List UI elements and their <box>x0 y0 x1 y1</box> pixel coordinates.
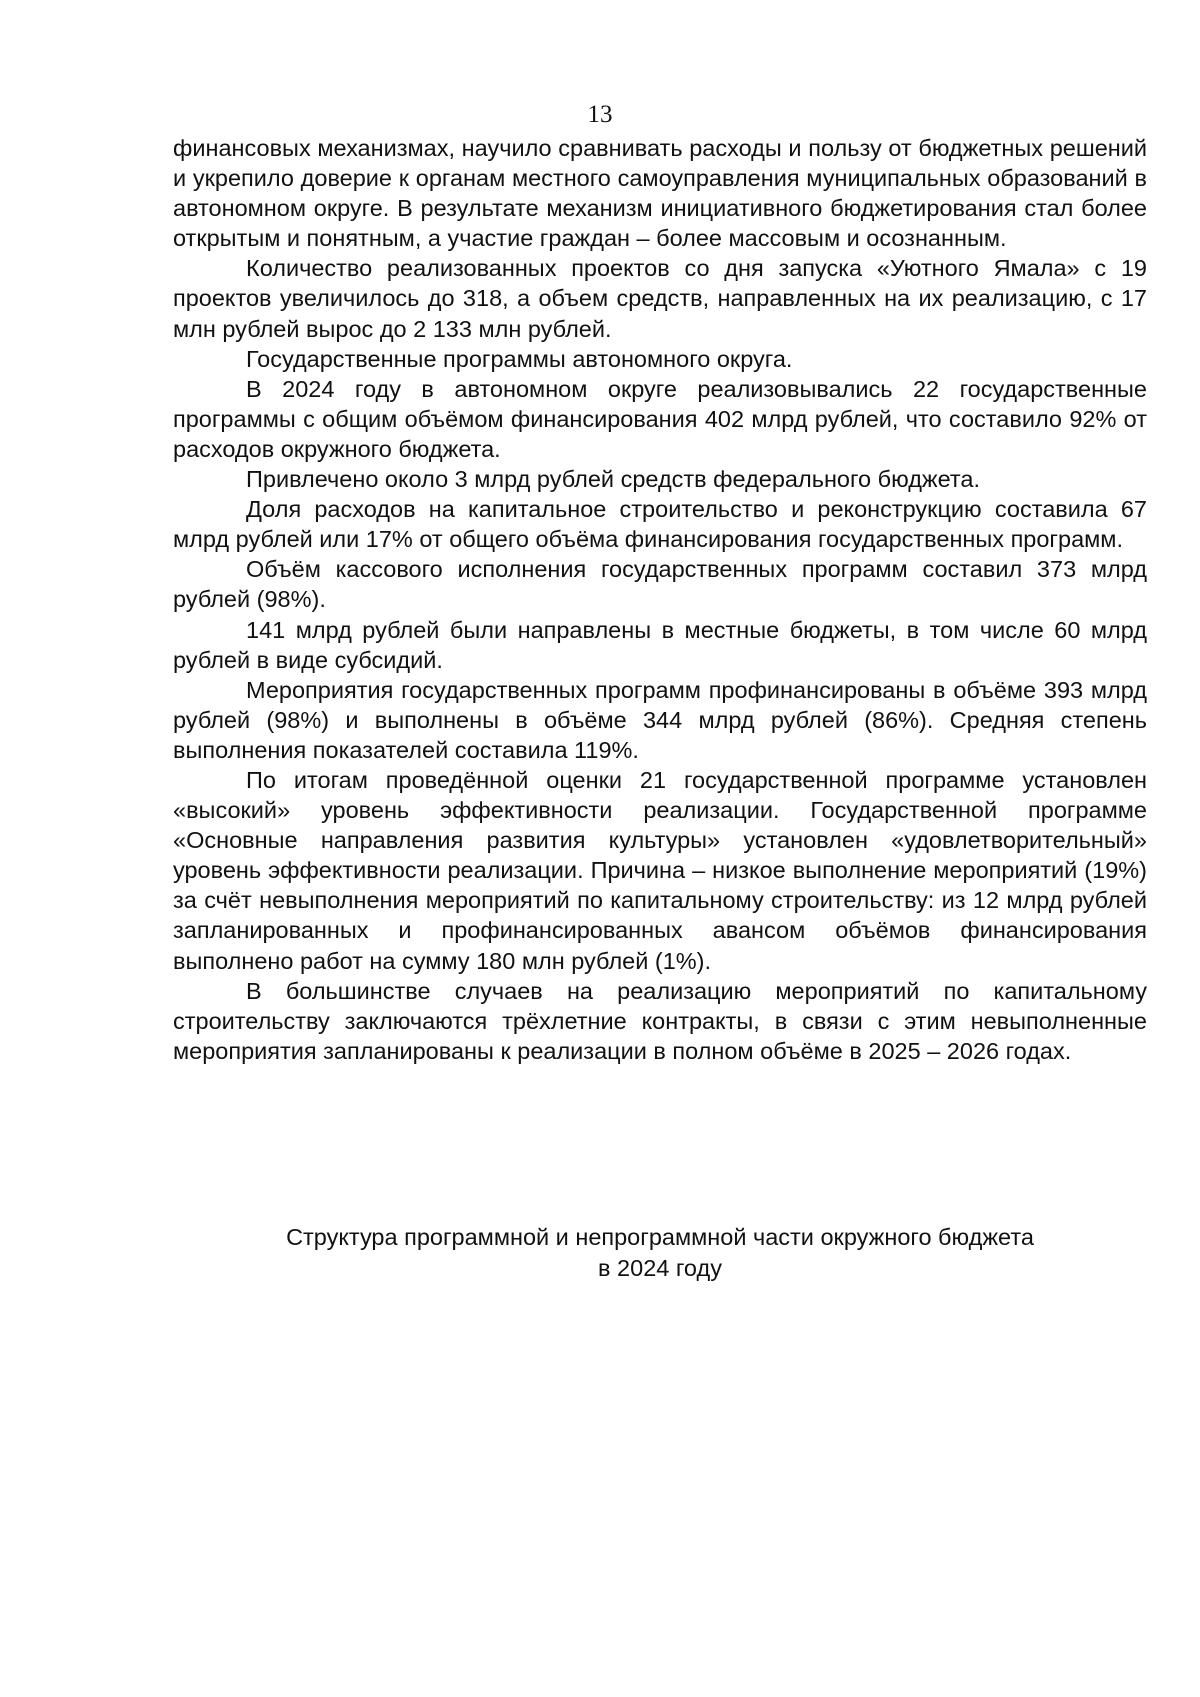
paragraph-programs-2024: В 2024 году в автономном округе реализовывались 22 государственные программы с общим объёмом финансирования 402 млрд рублей, что составило 92% от расходов окружного бюджета. <box>173 375 1147 462</box>
paragraph-capital-construction: Доля расходов на капитальное строительство и реконструкцию составила 67 млрд рублей или 17% от общего объёма финансирования государственных программ. <box>173 496 1147 553</box>
paragraph-continuation: финансовых механизмах, научило сравнивать расходы и пользу от бюджетных решений и укрепило доверие к органам местного самоуправления муниципальных образований в автономном округе. В результате механизм инициативного бюджетирования стал более открытым и понятным, а участие граждан – более массовым и осознанным. <box>173 135 1147 252</box>
paragraph-federal-funds: Привлечено около 3 млрд рублей средств федерального бюджета. <box>246 466 981 493</box>
paragraph-efficiency-assessment: По итогам проведённой оценки 21 государственной программе установлен «высокий» уровень эффективности реализации. Государственной программе «Основные направления развития культуры» установлен «удовлетворительный» уровень эффективности реализации. Причина – низкое выполнение мероприятий (19%) за счёт невыполнения мероприятий по капитальному строительству: из 12 млрд рублей запланированных и профинансированных авансом объёмов финансирования выполнено работ на сумму 180 млн рублей (1%). <box>173 766 1147 974</box>
document-body <box>173 133 1147 1066</box>
page-number: 13 <box>587 101 613 128</box>
chart-caption <box>173 1222 1147 1283</box>
caption-line-2: в 2024 году <box>598 1254 722 1281</box>
paragraph-program-activities: Мероприятия государственных программ профинансированы в объёме 393 млрд рублей (98%) и выполнены в объёме 344 млрд рублей (86%). Средняя степень выполнения показателей составила 119%. <box>173 676 1147 763</box>
paragraph-cash-execution: Объём кассового исполнения государственных программ составил 373 млрд рублей (98%). <box>173 556 1147 613</box>
paragraph-local-budgets: 141 млрд рублей были направлены в местные бюджеты, в том числе 60 млрд рублей в виде субсидий. <box>173 616 1147 673</box>
paragraph-projects: Количество реализованных проектов со дня запуска «Уютного Ямала» с 19 проектов увеличилось до 318, а объем средств, направленных на их реализацию, с 17 млн рублей вырос до 2 133 млн рублей. <box>173 255 1147 342</box>
paragraph-three-year-contracts: В большинстве случаев на реализацию мероприятий по капитальному строительству заключаются трёхлетние контракты, в связи с этим невыполненные мероприятия запланированы к реализации в полном объёме в 2025 – 2026 годах. <box>173 977 1147 1064</box>
paragraph-programs-heading: Государственные программы автономного округа. <box>246 345 793 372</box>
caption-line-1: Структура программной и непрограммной части окружного бюджета <box>286 1224 1034 1250</box>
